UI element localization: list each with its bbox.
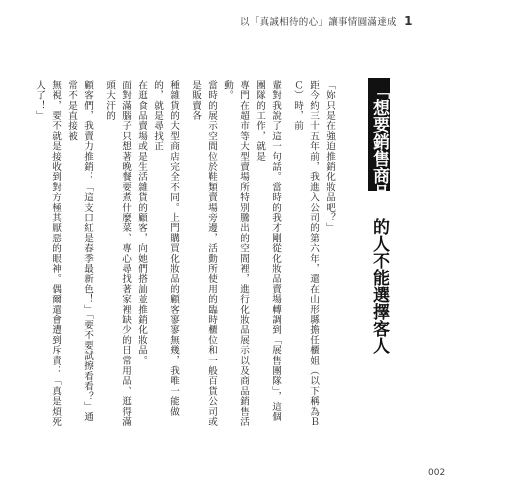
chapter-title-block <box>368 78 390 354</box>
chapter-title-highlight: 「想要銷售商品」 <box>369 82 389 218</box>
chapter-title <box>368 82 390 354</box>
page-number: 002 <box>428 468 446 478</box>
chapter-number: 1 <box>404 14 413 28</box>
body-line: 當時的展示空間位於鞋類賣場旁邊，活動所使用的臨時櫃位和一般百貨公司或是販賣各 <box>190 80 217 427</box>
body-line: 距今約三十五年前，我進入公司的第六年，還在山形縣擔任櫃姐（以下稱為ＢＣ）時，前 <box>292 80 319 427</box>
body-line: 無視，要不就是接收到對方極其厭惡的眼神。偶爾還會遭到斥責：「真是煩死人了！」 <box>34 80 61 427</box>
body-line: 專門在超市等大型賣場所特別騰出的空間裡，進行化妝品展示以及商品銷售活動。 <box>222 80 249 427</box>
body-line: 輩對我說了這一句話。當時的我才剛從化妝品賣場轉調到「展售團隊」，這個團隊的工作，就是 <box>254 80 281 422</box>
body-line: 顧客們，我賣力推銷：「這支口紅是春季最新色！」「要不要試擦看看？」通常不是直接被 <box>66 80 93 422</box>
header-text: 以「真誠相待的心」讓事情圓滿達成 <box>240 17 397 28</box>
body-line: 面對滿腦子只想著晚餐要煮什麼菜、專心尋找著家裡缺少的日常用品、逛得滿頭大汗的 <box>104 80 131 427</box>
running-header <box>240 14 413 28</box>
chapter-title-rest: 的人不能選擇客人 <box>369 218 389 354</box>
body-text <box>31 80 337 430</box>
body-line: 種雜貨的大型商店完全不同。上門購買化妝品的顧客寥寥無幾，我唯一能做的，就是尋找正 <box>152 80 179 417</box>
body-line: 在逛食品賣場或是生活雜貨的顧客，向她們搭訕並推銷化妝品。 <box>136 80 147 366</box>
body-line: 「妳只是在強迫推銷化妝品吧？」 <box>324 80 335 233</box>
